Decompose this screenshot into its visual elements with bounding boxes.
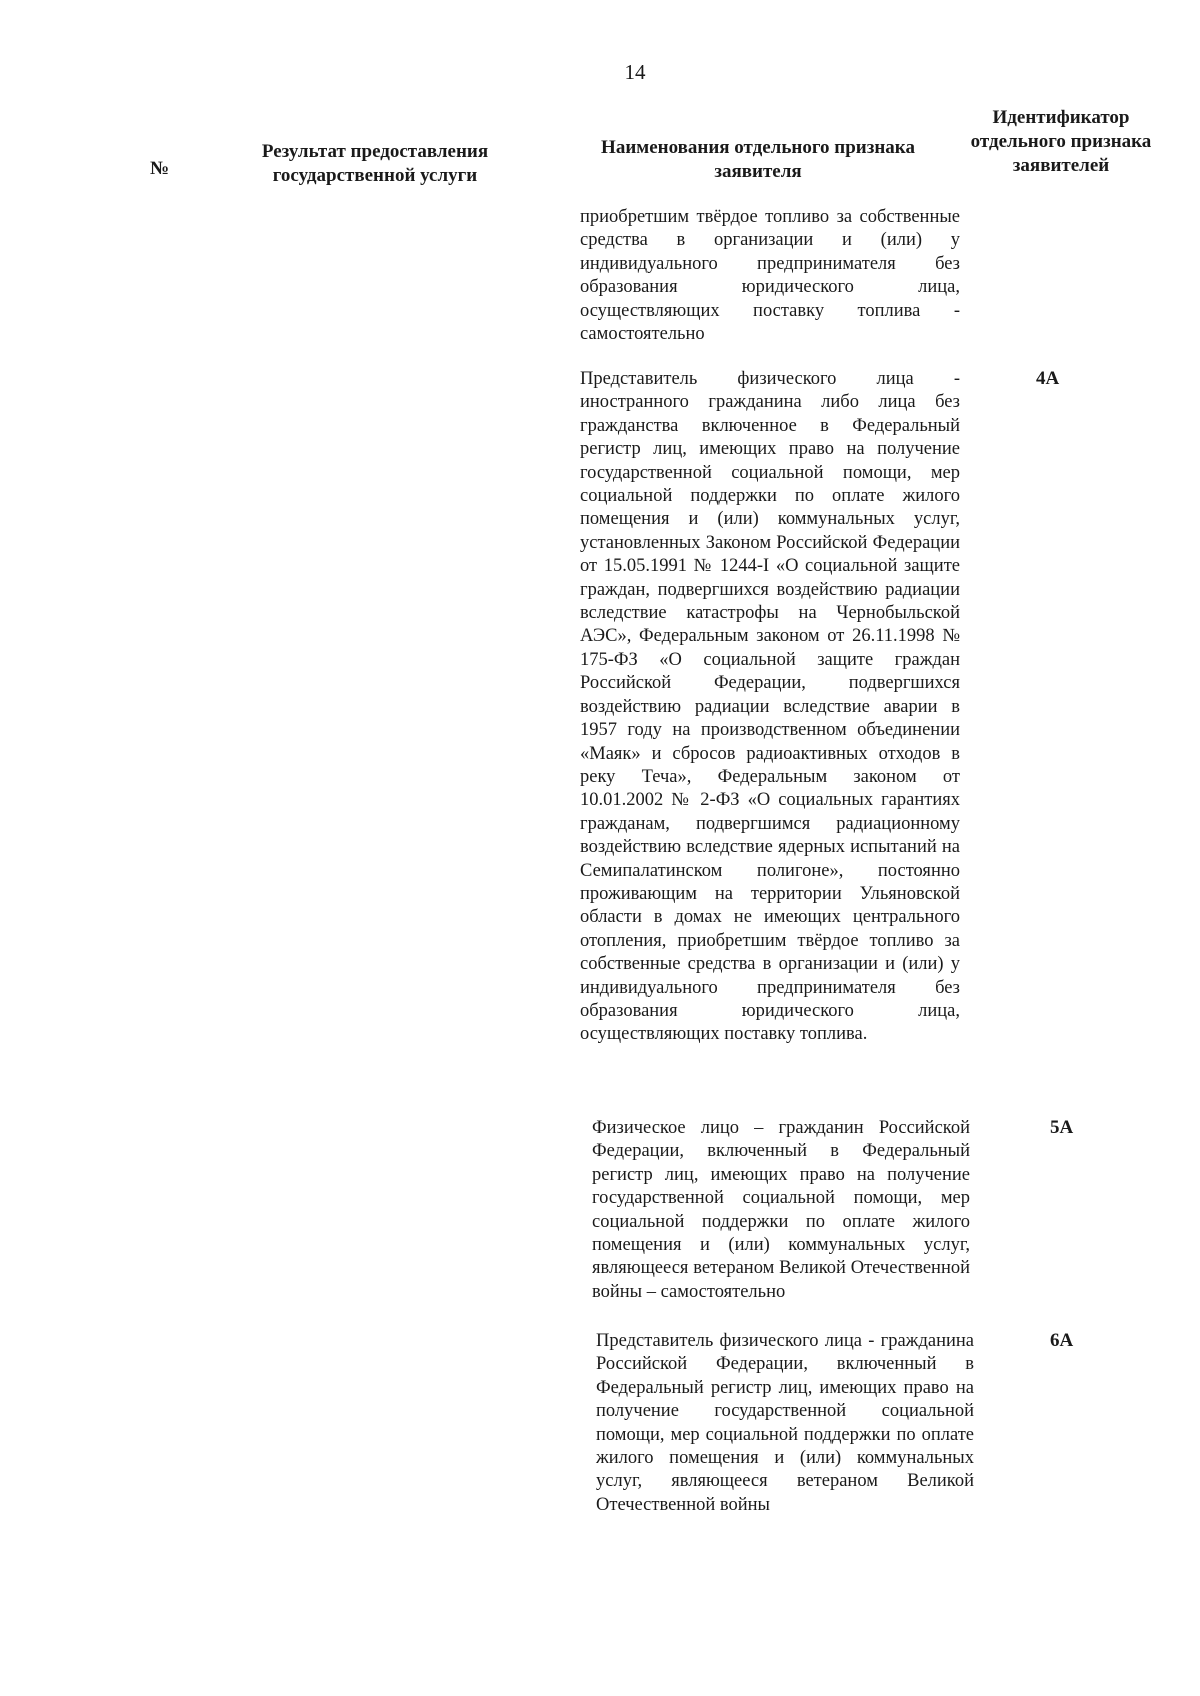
attribute-text-continued: приобретшим твёрдое топливо за собственные средства в организации и (или) у индивидуального предпринимателя без образования юридического лица, осуществляющих поставку топлива - самостоятельно [580, 207, 960, 345]
attribute-text-4a: Представитель физического лица - иностранного гражданина либо лица без гражданства включенное в Федеральный регистр лиц, имеющих право на получение государственной социальной помощи, мер социальной поддержки по оплате жилого помещения и (или) коммунальных услуг, установленных Законом Российской Федерации от 15.05.1991 № 1244-I «О социальной защите граждан, подвергшихся воздействию радиации вследствие катастрофы на Чернобыльской АЭС», Федеральным законом от 26.11.1998 № 175-ФЗ «О социальной защите граждан Российской Федерации, подвергшихся воздействию радиации вследствие аварии в 1957 году на производственном объединении «Маяк» и сбросов радиоактивных отходов в реку Теча», Федеральным законом от 10.01.2002 № 2-ФЗ «О социальных гарантиях гражданам, подвергшимся радиационному воздействию вследствие ядерных испытаний на Семипалатинском полигоне», постоянно проживающим на территории Ульяновской области в домах не имеющих центрального отопления, приобретшим твёрдое топливо за собственные средства в организации и (или) у индивидуального предпринимателя без образования юридического лица, осуществляющих поставку топлива. [580, 369, 960, 1045]
column-header-result: Результат предоставления государственной услуги [261, 141, 489, 186]
attribute-id-6a: 6А [1050, 1330, 1074, 1351]
attribute-id-5a: 5А [1050, 1117, 1074, 1138]
page-number: 14 [624, 60, 646, 84]
attribute-text-6a: Представитель физического лица - гражданина Российской Федерации, включенный в Федеральный регистр лиц, имеющих право на получение государственной социальной помощи, мер социальной поддержки по оплате жилого помещения и (или) коммунальных услуг, являющееся ветераном Великой Отечественной войны [596, 1331, 974, 1515]
column-header-number: № [150, 158, 170, 179]
attribute-id-4a: 4А [1036, 368, 1060, 389]
column-header-attribute-id: Идентификатор отдельного признака заявителей [970, 107, 1152, 176]
attribute-text-5a: Физическое лицо – гражданин Российской Федерации, включенный в Федеральный регистр лиц, имеющих право на получение государственной социальной помощи, мер социальной поддержки по оплате жилого помещения и (или) коммунальных услуг, являющееся ветераном Великой Отечественной войны – самостоятельно [592, 1118, 970, 1302]
column-header-attribute-name: Наименования отдельного признака заявителя [601, 137, 915, 182]
